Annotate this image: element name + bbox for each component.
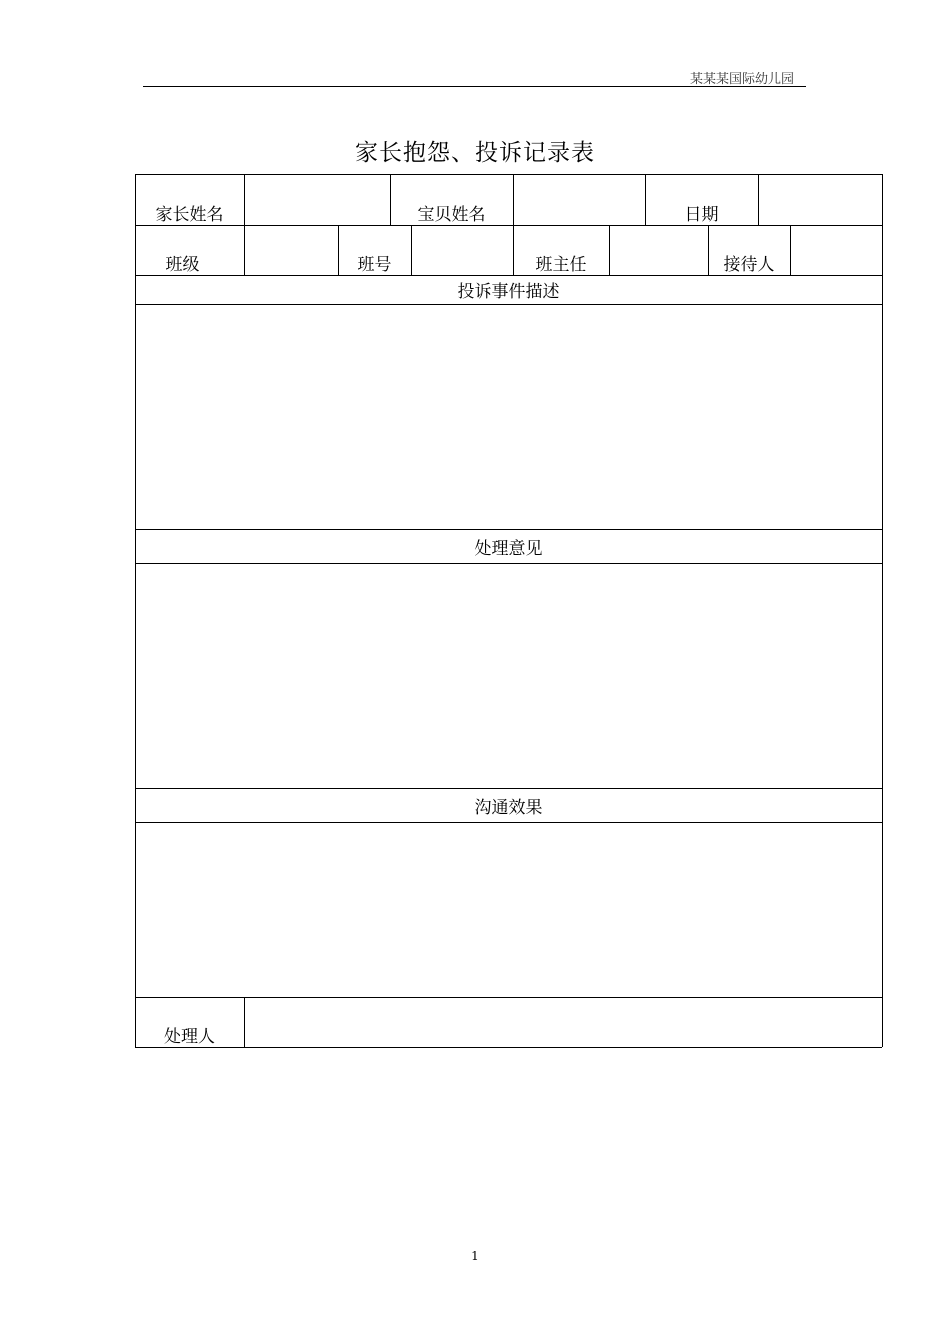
- parent-name-field[interactable]: [245, 175, 390, 225]
- class-field[interactable]: [245, 226, 338, 275]
- table-right-border: [882, 174, 883, 1047]
- header-rule: [143, 86, 806, 87]
- page-title: 家长抱怨、投诉记录表: [355, 140, 595, 166]
- table-bottom-border: [135, 1047, 882, 1048]
- handler-field[interactable]: [245, 998, 882, 1047]
- receiver-label: 接待人: [723, 255, 775, 275]
- handler-label: 处理人: [164, 1027, 215, 1047]
- parent-name-label: 家长姓名: [155, 205, 224, 225]
- page-number: 1: [471, 1249, 479, 1263]
- complaint-desc-header: 投诉事件描述: [457, 282, 560, 302]
- class-no-field[interactable]: [412, 226, 513, 275]
- class-no-label: 班号: [357, 255, 392, 275]
- baby-name-field[interactable]: [514, 175, 645, 225]
- complaint-desc-area[interactable]: [136, 305, 882, 529]
- baby-name-label: 宝贝姓名: [417, 205, 486, 225]
- head-teacher-label: 班主任: [535, 255, 587, 275]
- header-org-name: 某某某国际幼儿园: [690, 72, 795, 87]
- receiver-field[interactable]: [791, 226, 882, 275]
- communication-effect-header: 沟通效果: [474, 797, 543, 818]
- date-field[interactable]: [759, 175, 882, 225]
- communication-effect-area[interactable]: [136, 823, 882, 997]
- class-label: 班级: [165, 255, 200, 275]
- handling-opinion-area[interactable]: [136, 564, 882, 788]
- head-teacher-field[interactable]: [610, 226, 708, 275]
- date-label: 日期: [684, 205, 719, 225]
- handling-opinion-header: 处理意见: [474, 538, 543, 559]
